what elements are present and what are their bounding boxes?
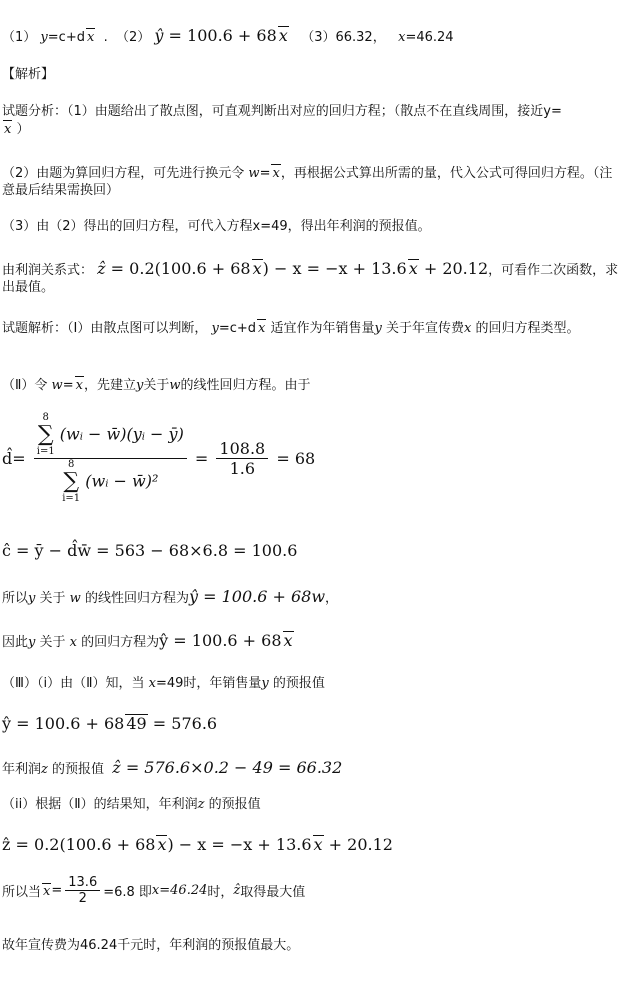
section-header: 【解析】 [2,67,55,82]
var-y: y [40,30,48,45]
value-numerator: 108.8 [216,439,268,459]
var-w: w [169,378,181,393]
maximum-statement [2,875,305,906]
profit-equation: ẑ = 576.6×0.2 − 49 = 66.32 [112,758,343,777]
solution-i-equation: =c+d [218,321,257,336]
sqrt-x: x [408,259,418,278]
sum-upper: 8 [42,412,49,423]
solution-part-1 [2,319,624,337]
sqrt-x: x [252,259,262,278]
answer-part-1-equation: =c+d [47,30,85,45]
solution-ii-text-c: ，先建立 [83,378,136,393]
answer-part-2-rhs: = 100.6 + 68 [168,26,277,45]
max-x-value: x=46.24 [151,883,208,898]
numerator-expression: (wᵢ − w̄)(yᵢ − ȳ) [59,424,184,444]
solution-i-text-a: 试题解析：（Ⅰ）由散点图可以判断， [2,321,208,336]
profit-prediction [2,759,342,779]
linear-regression-equation: ŷ = 100.6 + 68w [188,587,326,606]
zz-part-c: + 20.12 [323,835,393,854]
sqrt-x: x [272,166,280,181]
analysis-para-3: （3）由（2）得出的回归方程，可代入方程x=49，得出年利润的预报值。 [2,219,431,234]
var-x: x [69,635,78,650]
analysis-p2-eq: = [259,166,271,181]
answer-part-3-x: =46.24 [405,30,454,45]
var-y: y [374,321,382,336]
analysis-para-2 [2,164,624,199]
sqrt-x: x [278,26,288,45]
sum-lower: i=1 [36,446,55,457]
conclusion: 故年宣传费为46.24千元时，年利润的预报值最大。 [2,938,300,953]
var-x: x [148,676,156,691]
answer-part-2-label: （2） [115,30,151,45]
max-text-e: 时， [207,885,234,900]
max-numerator: 13.6 [65,875,100,891]
ii2-text-a: （ii）根据（Ⅱ）的结果知，年利润 [2,797,198,812]
max-fraction [65,875,100,906]
var-w: w [51,378,63,393]
analysis-p2-text-a: （2）由题为算回归方程，可先进行换元令 [2,166,245,181]
sqrt-x: x [283,631,293,650]
solution-part-2-intro [2,376,310,395]
solution-i-text-d: 的回归方程类型。 [475,321,580,336]
z-text-a: 年利润 [2,762,42,777]
var-z: z [197,797,205,812]
sqrt-x: x [4,122,12,137]
sqrt-x: x [86,30,95,45]
regression-equation [159,631,293,650]
var-y: y [28,591,36,606]
sqrt-x: x [258,321,266,336]
sum-symbol: 8 ∑ i=1 [62,459,81,504]
d-hat-fraction [34,412,187,505]
profit-eq-part-1: = 0.2(100.6 + 68 [105,259,251,278]
answer-part-1-label: （1） [2,30,37,45]
sum-symbol: 8 ∑ i=1 [36,412,55,457]
d-hat-formula: d̂= 8 ∑ i=1 (wᵢ − w̄)(yᵢ − ȳ) 8 ∑ i=1 (wᵢ − w̄)² = $\frac{108.8}{1.6}$ = 68 [2,412,316,504]
d-hat-result: = 68 [276,449,316,468]
denominator-expression: (wᵢ − w̄)² [85,471,159,491]
y-at-49-equation [2,714,217,733]
max-text-c: =6.8 即 [103,885,152,900]
lin-text-a: 所以 [2,591,29,606]
y49-part-a: ŷ = 100.6 + 68 [2,714,125,733]
profit-eq-part-2: ) − x = −x + 13.6 [262,259,407,278]
sum-lower: i=1 [62,493,81,504]
answer-part-2-equation: ŷ = 100.6 + 68 x [154,26,288,45]
sqrt-x: x [313,835,323,854]
iii-text-c: 的预报值 [272,676,325,691]
max-text-a: 所以当 [2,885,42,900]
analysis-para-1 [2,103,624,138]
z-hat: ẑ [233,883,241,898]
sum-upper: 8 [68,459,75,470]
var-y: y [211,321,219,336]
var-y: y [261,676,269,691]
analysis-close-paren: ） [12,122,30,137]
var-w: w [69,591,81,606]
sqrt-49: 49 [126,714,147,733]
var-z: z [41,762,48,777]
d-hat-denominator [34,459,187,505]
solution-ii-text-d: 关于 [143,378,170,393]
profit-eq-part-3: + 20.12 [418,259,489,278]
solution-part-3-ii-intro [2,796,261,814]
profit-relation-equation: ẑ = 0.2(100.6 + 68 x) − x = −x + 13.6 x + 20.12 [97,259,489,278]
analysis-para-4 [2,259,624,296]
var-y: y [135,378,144,393]
regression-equation-lhs: ŷ = 100.6 + 68 [159,631,282,650]
linear-regression-statement [2,588,338,608]
analysis-p4-text-b: ，可看作二次函数，求出最值。 [2,263,619,295]
c-hat-equation: ĉ = ȳ − d̂w̄ = 563 − 68×6.8 = 100.6 [2,541,298,560]
iii-text-a: （Ⅲ）（i）由（Ⅱ）知，当 [2,676,145,691]
value-fraction [216,439,268,478]
solution-ii-text-a: （Ⅱ）令 [2,378,48,393]
sqrt-x: x [75,378,83,393]
y49-part-b: = 576.6 [147,714,218,733]
reg-text-c: 的回归方程为 [81,635,160,650]
analysis-p4-text-a: 由利润关系式： [2,263,94,278]
analysis-p2-text-c: ，再根据公式算出所需的量，代入公式可得回归方程。（注意最后结果需换回） [2,166,613,198]
lin-text-c: 的线性回归方程为 [84,591,189,606]
solution-part-3-intro [2,675,325,693]
z-text-b: 的预报值 [52,762,105,777]
analysis-lead-text: 试题分析：（1）由题给出了散点图，可直观判断出对应的回归方程；（散点不在直线周围，接近y= [2,104,562,119]
lin-text-b: 关于 [39,591,66,606]
max-denominator: 2 [78,891,87,906]
var-x: x [398,30,406,45]
sqrt-x: x [157,835,167,854]
zz-part-b: ) − x = −x + 13.6 [167,835,312,854]
value-denominator: 1.6 [229,459,256,478]
answer-summary: （1） y=c+d x . （2） ŷ = 100.6 + 68 x （3）66.32， x=46.24 [2,26,454,45]
solution-ii-eq: = [62,378,74,393]
solution-i-text-b: 适宜作为年销售量 [270,321,375,336]
solution-i-text-c: 关于年宣传费 [386,321,465,336]
reg-text-b: 关于 [39,635,66,650]
max-text-g: 取得最大值 [240,885,306,900]
var-x: x [464,321,472,336]
regression-statement [2,631,294,652]
d-hat-numerator [34,412,187,459]
max-eq: = [51,883,63,898]
reg-text-a: 因此 [2,635,29,650]
zz-part-a: ẑ = 0.2(100.6 + 68 [2,835,156,854]
answer-part-3: （3）66.32， [301,30,386,45]
ii2-text-b: 的预报值 [208,797,261,812]
d-hat-label: d̂= [2,449,26,468]
lin-end-punct: ， [325,591,339,606]
var-w: w [248,166,260,181]
solution-ii-text-e: 的线性回归方程。由于 [180,378,311,393]
profit-function-equation [2,835,393,854]
sqrt-x: x [43,883,51,899]
var-y: y [28,635,36,650]
iii-text-b: =49时，年销售量 [155,676,262,691]
